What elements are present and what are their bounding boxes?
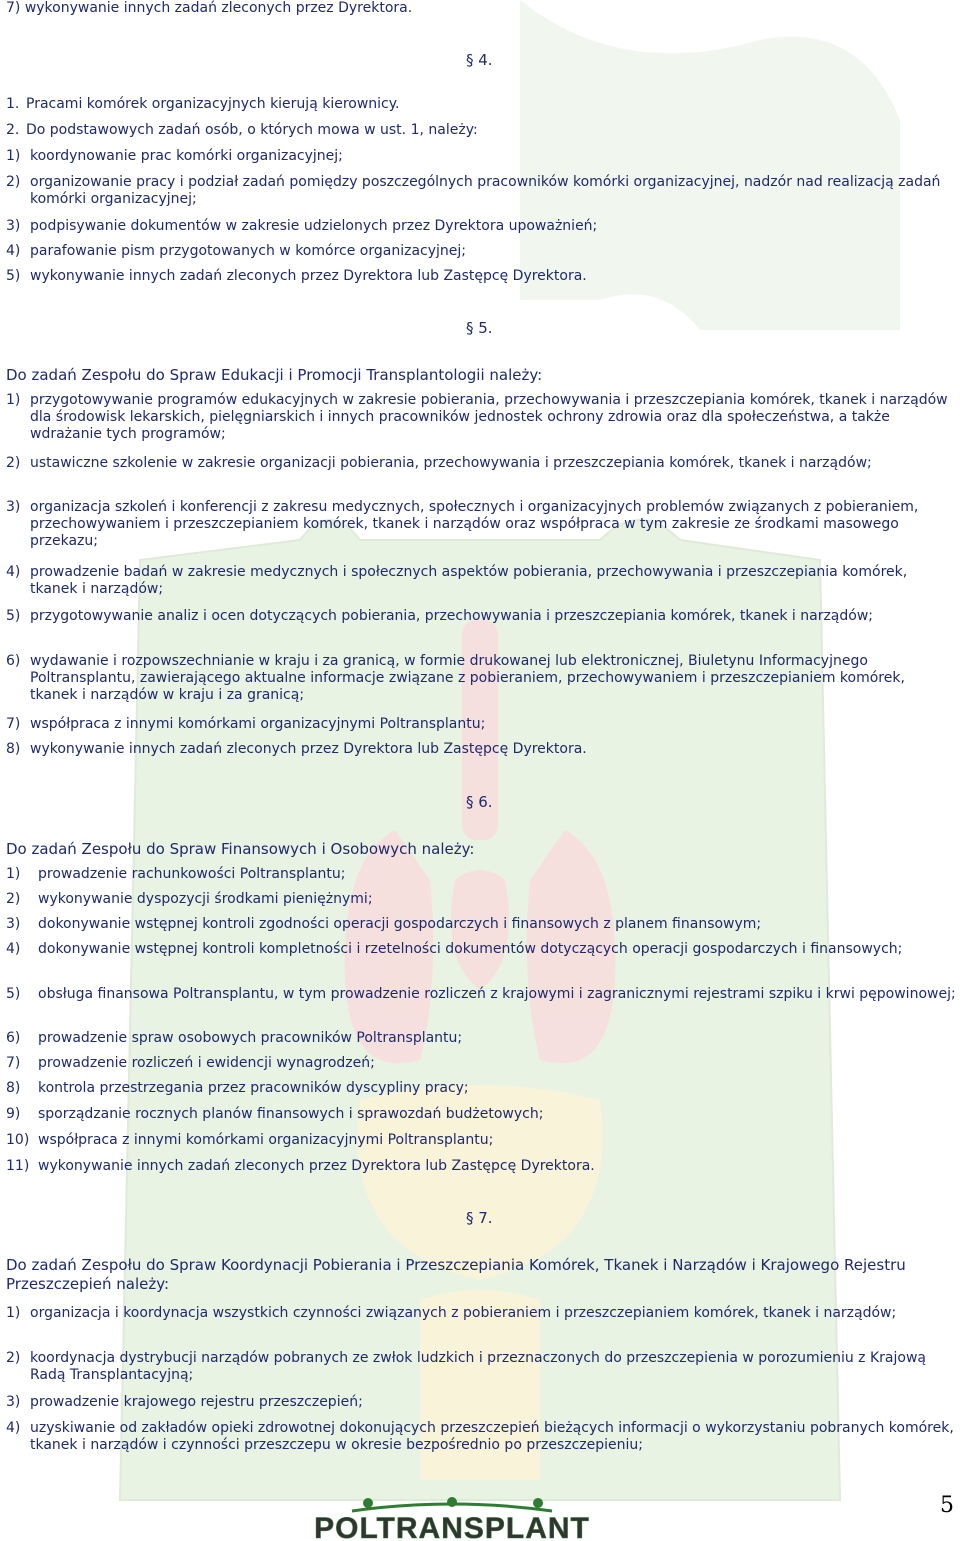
list-item: 1. Pracami komórek organizacyjnych kierują kierownicy. — [6, 96, 400, 112]
list-item: 3) organizacja szkoleń i konferencji z zakresu medycznych, społecznych i organizacyjnych problemów związanych z pobieraniem, przechowywaniem i przeszczepianiem komórek, tkanek i narządów oraz współpraca w tym zakresie ze środkami masowego przekazu; — [6, 499, 919, 549]
list-item: 2) koordynacja dystrybucji narządów pobranych ze zwłok ludzkich i przeznaczonych do przeszczepienia w porozumieniu z Krajową Radą Transplantacyjną; — [6, 1350, 926, 1383]
list-item: 3) prowadzenie krajowego rejestru przeszczepień; — [6, 1394, 363, 1410]
list-item: 1) przygotowywanie programów edukacyjnych w zakresie pobierania, przechowywania i przeszczepiania komórek, tkanek i narządów dla środowisk lekarskich, pielęgniarskich i innych pracowników jednostek ochrony zdrowia oraz dla społeczeństwa, a także wdrażanie tych programów; — [6, 392, 948, 442]
list-item: 8) kontrola przestrzegania przez pracowników dyscypliny pracy; — [6, 1080, 469, 1096]
list-item: 6) wydawanie i rozpowszechnianie w kraju i za granicą, w formie drukowanej lub elektronicznej, Biuletynu Informacyjnego Poltransplantu, zawierającego aktualne informacje związane z pobieraniem, przechowywaniem i przeszczepianiem komórek, tkanek i narządów w kraju i za granicą; — [6, 653, 905, 703]
list-item: 4) prowadzenie badań w zakresie medycznych i społecznych aspektów pobierania, przechowywania i przeszczepiania komórek, tkanek i narządów; — [6, 564, 908, 597]
list-item: 7) współpraca z innymi komórkami organizacyjnymi Poltransplantu; — [6, 716, 486, 732]
list-item: 10) współpraca z innymi komórkami organizacyjnymi Poltransplantu; — [6, 1132, 494, 1148]
list-item: 1) koordynowanie prac komórki organizacyjnej; — [6, 148, 343, 164]
list-item: 9) sporządzanie rocznych planów finansowych i sprawozdań budżetowych; — [6, 1106, 544, 1122]
list-item: 7) prowadzenie rozliczeń i ewidencji wynagrodzeń; — [6, 1055, 375, 1071]
logo-text: POLTRANSPLANT — [314, 1512, 590, 1541]
section-7-intro: Do zadań Zespołu do Spraw Koordynacji Pobierania i Przeszczepiania Komórek, Tkanek i Narządów i Krajowego Rejestru Przeszczepień należy: — [6, 1256, 906, 1293]
list-item: 4) dokonywanie wstępnej kontroli kompletności i rzetelności dokumentów dotyczących operacji gospodarczych i finansowych; — [6, 941, 903, 957]
list-item: 2) ustawiczne szkolenie w zakresie organizacji pobierania, przechowywania i przeszczepiania komórek, tkanek i narządów; — [6, 455, 872, 471]
list-item: 5) przygotowywanie analiz i ocen dotyczących pobierania, przechowywania i przeszczepiania komórek, tkanek i narządów; — [6, 608, 874, 624]
list-item: 1) prowadzenie rachunkowości Poltransplantu; — [6, 866, 346, 882]
page-number: 5 — [940, 1493, 954, 1518]
section-5-intro: Do zadań Zespołu do Spraw Edukacji i Promocji Transplantologii należy: — [6, 366, 543, 384]
list-item: 11) wykonywanie innych zadań zleconych przez Dyrektora lub Zastępcę Dyrektora. — [6, 1158, 595, 1174]
list-item: 3) dokonywanie wstępnej kontroli zgodności operacji gospodarczych i finansowych z planem finansowym; — [6, 916, 762, 932]
section-6-heading: § 6. — [466, 793, 493, 811]
logo-figures-icon — [352, 1497, 552, 1511]
list-item: 1) organizacja i koordynacja wszystkich czynności związanych z pobieraniem i przeszczepianiem komórek, tkanek i narządów; — [6, 1305, 897, 1321]
list-item: 2) wykonywanie dyspozycji środkami pieniężnymi; — [6, 891, 373, 907]
poltransplant-logo — [282, 1497, 622, 1541]
list-item: 5) obsługa finansowa Poltransplantu, w tym prowadzenie rozliczeń z krajowymi i zagranicznymi rejestrami szpiku i krwi pępowinowej; — [6, 986, 956, 1002]
list-item: 5) wykonywanie innych zadań zleconych przez Dyrektora lub Zastępcę Dyrektora. — [6, 268, 587, 284]
list-item: 4) uzyskiwanie od zakładów opieki zdrowotnej dokonujących przeszczepień bieżących informacji o wykorzystaniu pobranych komórek, tkanek i narządów i czynności przeszczepu w okresie bezpośrednio po przeszczepieniu; — [6, 1420, 954, 1453]
section-4-heading: § 4. — [466, 51, 493, 69]
section-6-intro: Do zadań Zespołu do Spraw Finansowych i Osobowych należy: — [6, 840, 475, 858]
top-line: 7) wykonywanie innych zadań zleconych przez Dyrektora. — [6, 0, 413, 16]
section-7-heading: § 7. — [466, 1209, 493, 1227]
list-item: 6) prowadzenie spraw osobowych pracowników Poltransplantu; — [6, 1030, 463, 1046]
list-item: 3) podpisywanie dokumentów w zakresie udzielonych przez Dyrektora upoważnień; — [6, 218, 598, 234]
list-item: 2) organizowanie pracy i podział zadań pomiędzy poszczególnych pracowników komórki organizacyjnej, nadzór nad realizacją zadań komórki organizacyjnej; — [6, 174, 941, 207]
section-5-heading: § 5. — [466, 319, 493, 337]
list-item: 8) wykonywanie innych zadań zleconych przez Dyrektora lub Zastępcę Dyrektora. — [6, 741, 587, 757]
list-item: 2. Do podstawowych zadań osób, o których mowa w ust. 1, należy: — [6, 122, 478, 138]
list-item: 4) parafowanie pism przygotowanych w komórce organizacyjnej; — [6, 243, 466, 259]
